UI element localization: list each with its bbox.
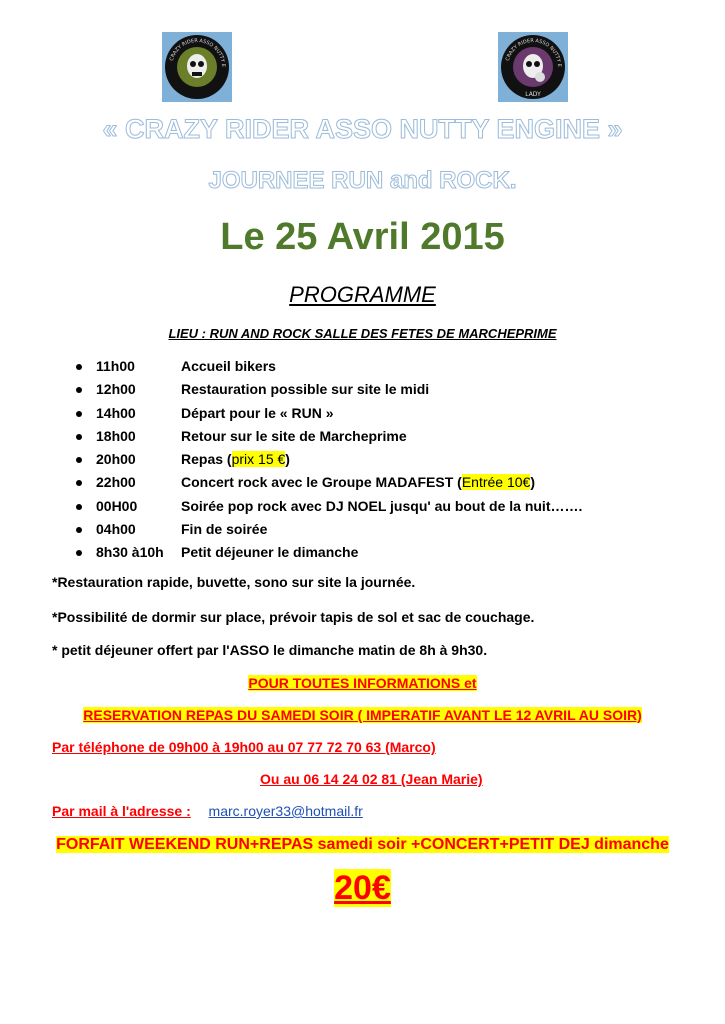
venue-line: LIEU : RUN AND ROCK SALLE DES FETES DE MARCHEPRIME — [168, 326, 557, 341]
bullet-icon — [76, 387, 82, 393]
schedule-item: 20h00 Repas (prix 15 €) — [76, 448, 696, 471]
logo-right — [498, 32, 568, 102]
note-line: * petit déjeuner offert par l'ASSO le dimanche matin de 8h à 9h30. — [52, 642, 488, 658]
programme-heading: PROGRAMME — [289, 282, 436, 307]
org-title: « CRAZY RIDER ASSO NUTTY ENGINE » — [102, 114, 623, 144]
price-highlight: prix 15 € — [231, 451, 286, 468]
event-date: Le 25 Avril 2015 — [220, 216, 505, 258]
email-link[interactable]: marc.royer33@hotmail.fr — [208, 803, 363, 819]
schedule-item: 22h00 Concert rock avec le Groupe MADAFEST (Entrée 10€) — [76, 471, 696, 494]
bullet-icon — [76, 527, 82, 533]
phone-line-1: Par téléphone de 09h00 à 19h00 au 07 77 72 70 63 (Marco) — [52, 739, 436, 755]
bullet-icon — [76, 480, 82, 486]
schedule-item: 11h00 Accueil bikers — [76, 355, 696, 378]
schedule-item: 14h00 Départ pour le « RUN » — [76, 402, 696, 425]
schedule-list — [76, 355, 696, 565]
mail-line — [52, 803, 363, 819]
schedule-item: 18h00 Retour sur le site de Marcheprime — [76, 425, 696, 448]
schedule-item: 8h30 à10h Petit déjeuner le dimanche — [76, 541, 696, 564]
bullet-icon — [76, 504, 82, 510]
reservation-notice: RESERVATION REPAS DU SAMEDI SOIR ( IMPERATIF AVANT LE 12 AVRIL AU SOIR) — [83, 707, 642, 723]
mail-label: Par mail à l'adresse : — [52, 803, 191, 819]
price-label: 20€ — [334, 869, 391, 907]
bullet-icon — [76, 411, 82, 417]
schedule-item: 04h00 Fin de soirée — [76, 518, 696, 541]
bullet-icon — [76, 434, 82, 440]
svg-text:CRAZY RIDER ASSO NUTTY ENGINE: CRAZY RIDER ASSO NUTTY E — [504, 37, 563, 68]
bullet-icon — [76, 550, 82, 556]
svg-text:CRAZY RIDER ASSO NUTTY ENGINE: CRAZY RIDER ASSO NUTTY E — [168, 37, 227, 68]
bullet-icon — [76, 364, 82, 370]
info-heading: POUR TOUTES INFORMATIONS et — [248, 675, 477, 691]
note-line: *Restauration rapide, buvette, sono sur site la journée. — [52, 574, 416, 590]
bullet-icon — [76, 457, 82, 463]
forfait-line: FORFAIT WEEKEND RUN+REPAS samedi soir +CONCERT+PETIT DEJ dimanche — [56, 836, 669, 853]
svg-text:LADY: LADY — [525, 91, 541, 98]
phone-line-2: Ou au 06 14 24 02 81 (Jean Marie) — [260, 771, 483, 787]
note-line: *Possibilité de dormir sur place, prévoir tapis de sol et sac de couchage. — [52, 609, 535, 625]
event-subtitle: JOURNEE RUN and ROCK. — [208, 167, 517, 194]
schedule-item: 00H00 Soirée pop rock avec DJ NOEL jusqu' au bout de la nuit……. — [76, 495, 696, 518]
schedule-item: 12h00 Restauration possible sur site le midi — [76, 378, 696, 401]
logo-left — [162, 32, 232, 102]
entry-highlight: Entrée 10€ — [461, 474, 531, 491]
